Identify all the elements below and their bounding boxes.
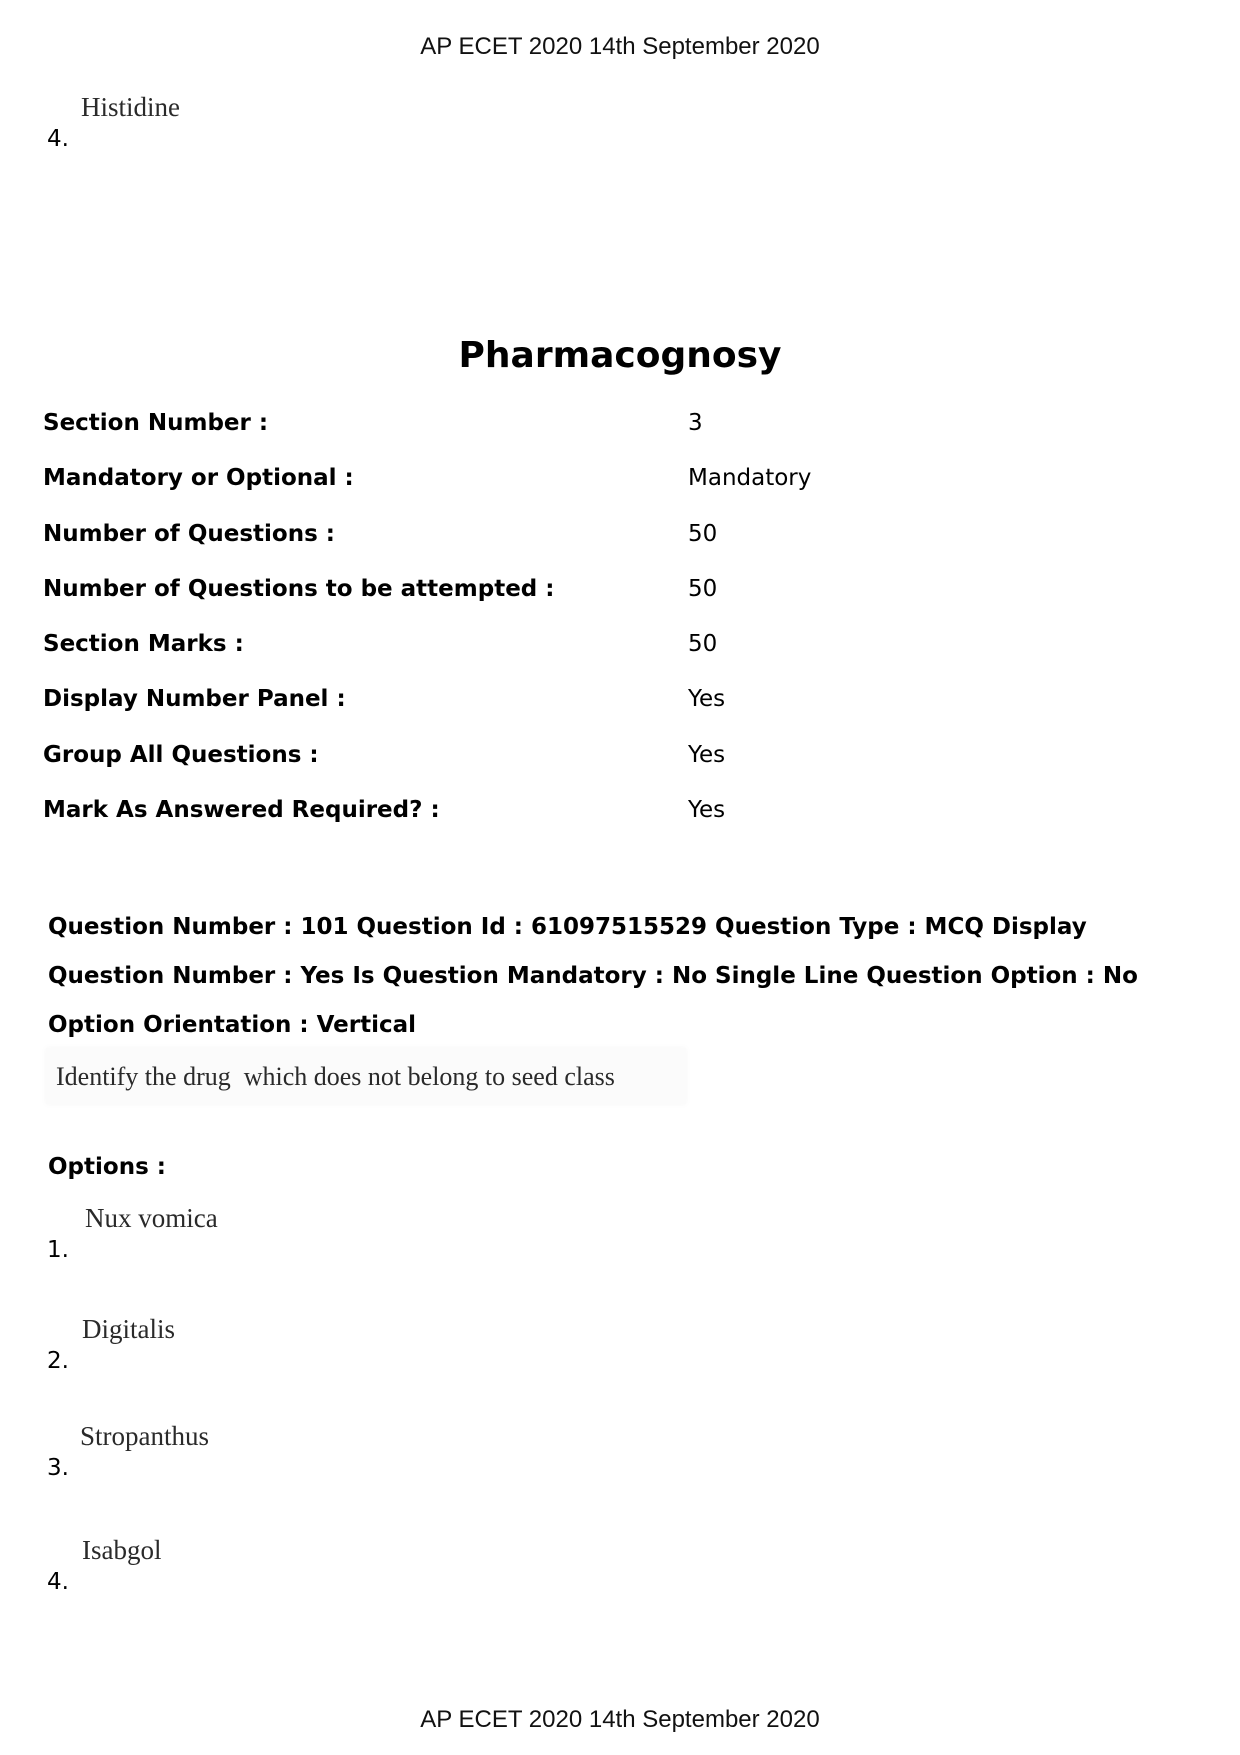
info-row-group-all-questions: [43, 730, 1193, 785]
info-row-section-marks: [43, 619, 1193, 674]
info-value: Yes: [688, 686, 726, 713]
info-label: Mark As Answered Required? :: [43, 797, 440, 824]
option-number: 2.: [47, 1348, 69, 1374]
info-label: Number of Questions to be attempted :: [43, 575, 555, 602]
info-row-questions-to-attempt: [43, 564, 1193, 619]
info-row-display-number-panel: [43, 674, 1193, 729]
info-row-mark-as-answered: [43, 785, 1193, 840]
question-text: Identify the drug which does not belong to seed class: [56, 1062, 615, 1091]
info-label: Section Number :: [43, 410, 269, 436]
info-label: Number of Questions :: [43, 520, 335, 547]
option-number: 4.: [47, 1569, 69, 1595]
info-value: 50: [688, 520, 718, 547]
info-label: Display Number Panel :: [43, 686, 346, 713]
option-2: [47, 1314, 447, 1374]
info-value: Yes: [688, 797, 726, 824]
section-title: Pharmacognosy: [458, 335, 782, 376]
info-value: 50: [688, 575, 718, 602]
info-value: Mandatory: [688, 465, 812, 492]
question-meta: Question Number : 101 Question Id : 61097515529 Question Type : MCQ Display Question Number : Yes Is Question Mandatory : No Single Line Question Option : No Option Orientation : Vertical: [48, 914, 1138, 1038]
info-label: Group All Questions :: [43, 741, 319, 768]
option-text: Histidine: [81, 92, 180, 122]
option-text: Nux vomica: [85, 1203, 218, 1233]
option-3: [47, 1421, 447, 1481]
info-value: Yes: [688, 741, 726, 768]
option-number: 1.: [47, 1237, 69, 1263]
info-row-number-of-questions: [43, 509, 1193, 564]
option-text: Isabgol: [82, 1535, 162, 1565]
info-row-mandatory-or-optional: [43, 453, 1193, 508]
option-text: Stropanthus: [80, 1421, 210, 1451]
info-row-section-number: [43, 398, 1193, 453]
option-number: 3.: [47, 1455, 69, 1481]
info-label: Mandatory or Optional :: [43, 465, 354, 492]
previous-question-option-4: [47, 92, 447, 152]
options-label: Options :: [48, 1154, 166, 1180]
section-info-table: [43, 398, 1193, 840]
option-text: Digitalis: [82, 1314, 175, 1344]
page-footer: AP ECET 2020 14th September 2020: [420, 1706, 820, 1733]
question-image: [46, 1048, 686, 1104]
info-value: 3: [688, 410, 703, 436]
option-number: 4.: [47, 126, 69, 152]
option-1: [47, 1203, 447, 1263]
page-header: AP ECET 2020 14th September 2020: [420, 33, 820, 60]
info-value: 50: [688, 631, 718, 658]
option-4: [47, 1535, 447, 1595]
info-label: Section Marks :: [43, 631, 244, 658]
